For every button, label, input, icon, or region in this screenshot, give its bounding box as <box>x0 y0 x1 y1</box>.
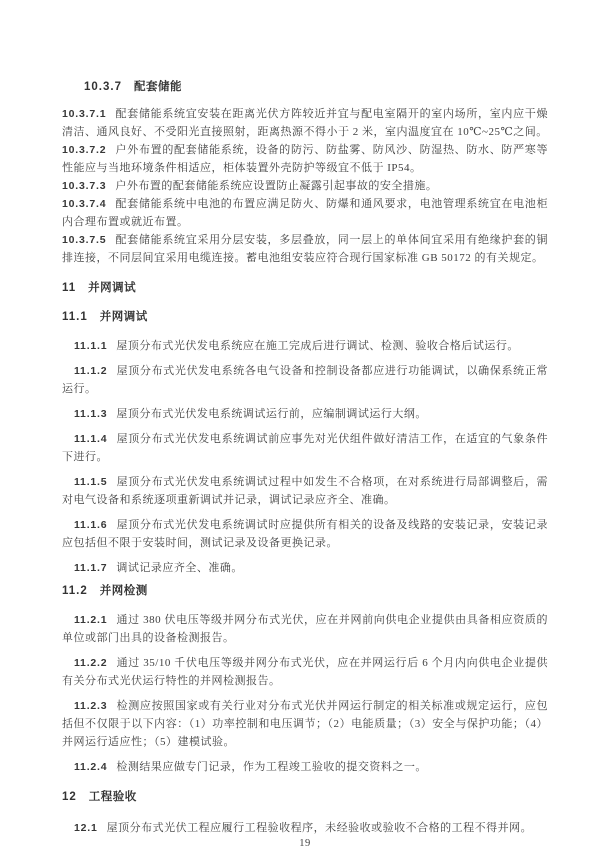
clause-number: 11.1.6 <box>74 519 108 531</box>
section-heading-11.1 <box>62 310 548 325</box>
clause-11.1.1 <box>62 337 548 355</box>
clause-number: 10.3.7.3 <box>62 180 107 192</box>
clause-12.1 <box>62 819 548 837</box>
clause-10.3.7.3 <box>62 177 548 195</box>
clause-number: 11.2.3 <box>74 700 108 712</box>
clause-text: 屋顶分布式光伏发电系统调试时应提供所有相关的设备及线路的安装记录，安装记录应包括但不限于安装时间，测试记录及设备更换记录。 <box>62 519 548 549</box>
heading-title: 工程验收 <box>88 791 137 803</box>
clause-11.1.4 <box>62 430 548 466</box>
clause-11.1.6 <box>62 516 548 552</box>
clause-11.1.2 <box>62 362 548 398</box>
clause-text: 调试记录应齐全、准确。 <box>116 562 243 574</box>
clause-text: 屋顶分布式光伏发电系统调试过程中如发生不合格项，在对系统进行局部调整后，需对电气设备和系统逐项重新调试并记录，调试记录应齐全、准确。 <box>62 476 548 506</box>
heading-title: 并网调试 <box>88 282 137 294</box>
document-content <box>62 80 548 837</box>
clause-11.2.1 <box>62 611 548 647</box>
clause-11.2.3 <box>62 697 548 751</box>
section-heading-10.3.7 <box>84 80 548 95</box>
section-heading-11 <box>62 281 548 296</box>
clause-text: 屋顶分布式光伏工程应履行工程验收程序，未经验收或验收不合格的工程不得并网。 <box>106 822 533 834</box>
heading-number: 11.1 <box>62 311 88 323</box>
section-heading-11.2 <box>62 584 548 599</box>
heading-number: 11.2 <box>62 585 88 597</box>
heading-number: 10.3.7 <box>84 81 122 93</box>
clause-11.1.3 <box>62 405 548 423</box>
heading-title: 配套储能 <box>133 81 182 93</box>
clause-number: 10.3.7.2 <box>62 144 107 156</box>
clause-number: 12.1 <box>74 822 98 834</box>
clause-number: 11.2.1 <box>74 614 108 626</box>
clause-text: 通过 380 伏电压等级并网分布式光伏，应在并网前向供电企业提供由具备相应资质的单位或部门出具的设备检测报告。 <box>62 614 548 644</box>
page-number: 19 <box>299 838 311 849</box>
clause-11.2.2 <box>62 654 548 690</box>
clause-number: 11.1.2 <box>74 365 108 377</box>
clause-10.3.7.4 <box>62 195 548 231</box>
clause-text: 户外布置的配套储能系统，设备的防污、防盐雾、防风沙、防湿热、防水、防严寒等性能应与当地环境条件相适应，柜体装置外壳防护等级宜不低于 IP54。 <box>62 144 548 174</box>
clause-number: 11.1.4 <box>74 433 108 445</box>
clause-11.1.7 <box>62 559 548 577</box>
clause-10.3.7.5 <box>62 231 548 267</box>
clause-10.3.7.2 <box>62 141 548 177</box>
clause-number: 11.1.7 <box>74 562 108 574</box>
clause-text: 通过 35/10 千伏电压等级并网分布式光伏，应在并网运行后 6 个月内向供电企业提供有关分布式光伏运行特性的并网检测报告。 <box>62 657 548 687</box>
clause-number: 10.3.7.1 <box>62 108 107 120</box>
clause-number: 11.1.3 <box>74 408 108 420</box>
clause-number: 11.2.2 <box>74 657 108 669</box>
clause-11.1.5 <box>62 473 548 509</box>
clause-text: 检测应按照国家或有关行业对分布式光伏并网运行制定的相关标准或规定运行，应包括但不仅限于以下内容：（1）功率控制和电压调节；（2）电能质量；（3）安全与保护功能；（4）并网运行适应性；（5）建模试验。 <box>62 700 548 748</box>
clause-11.2.4 <box>62 758 548 776</box>
heading-title: 并网检测 <box>99 585 148 597</box>
clause-text: 配套储能系统宜安装在距离光伏方阵较近并宜与配电室隔开的室内场所，室内应干燥清洁、通风良好、不受阳光直接照射，距离热源不得小于 2 米，室内温度宜在 10℃~25℃之间。 <box>62 108 548 138</box>
clause-text: 检测结果应做专门记录，作为工程竣工验收的提交资料之一。 <box>116 761 427 773</box>
clause-10.3.7.1 <box>62 105 548 141</box>
clause-text: 户外布置的配套储能系统应设置防止凝露引起事故的安全措施。 <box>115 180 438 192</box>
heading-title: 并网调试 <box>99 311 148 323</box>
clause-number: 11.1.1 <box>74 340 108 352</box>
clause-number: 10.3.7.5 <box>62 234 107 246</box>
clause-text: 屋顶分布式光伏发电系统各电气设备和控制设备都应进行功能调试，以确保系统正常运行。 <box>62 365 548 395</box>
heading-number: 11 <box>62 282 77 294</box>
clause-number: 11.2.4 <box>74 761 108 773</box>
clause-text: 配套储能系统中电池的布置应满足防火、防爆和通风要求，电池管理系统宜在电池柜内合理布置或就近布置。 <box>62 198 548 228</box>
clause-number: 10.3.7.4 <box>62 198 107 210</box>
clause-number: 11.1.5 <box>74 476 108 488</box>
clause-text: 配套储能系统宜采用分层安装，多层叠放，同一层上的单体间宜采用有绝缘护套的铜排连接，不同层间宜采用电缆连接。蓄电池组安装应符合现行国家标准 GB 50172 的有关规定。 <box>62 234 548 264</box>
clause-text: 屋顶分布式光伏发电系统应在施工完成后进行调试、检测、验收合格后试运行。 <box>116 340 519 352</box>
clause-text: 屋顶分布式光伏发电系统调试前应事先对光伏组件做好清洁工作，在适宜的气象条件下进行。 <box>62 433 548 463</box>
section-heading-12 <box>62 790 548 805</box>
clause-text: 屋顶分布式光伏发电系统调试运行前，应编制调试运行大纲。 <box>116 408 427 420</box>
heading-number: 12 <box>62 791 77 803</box>
